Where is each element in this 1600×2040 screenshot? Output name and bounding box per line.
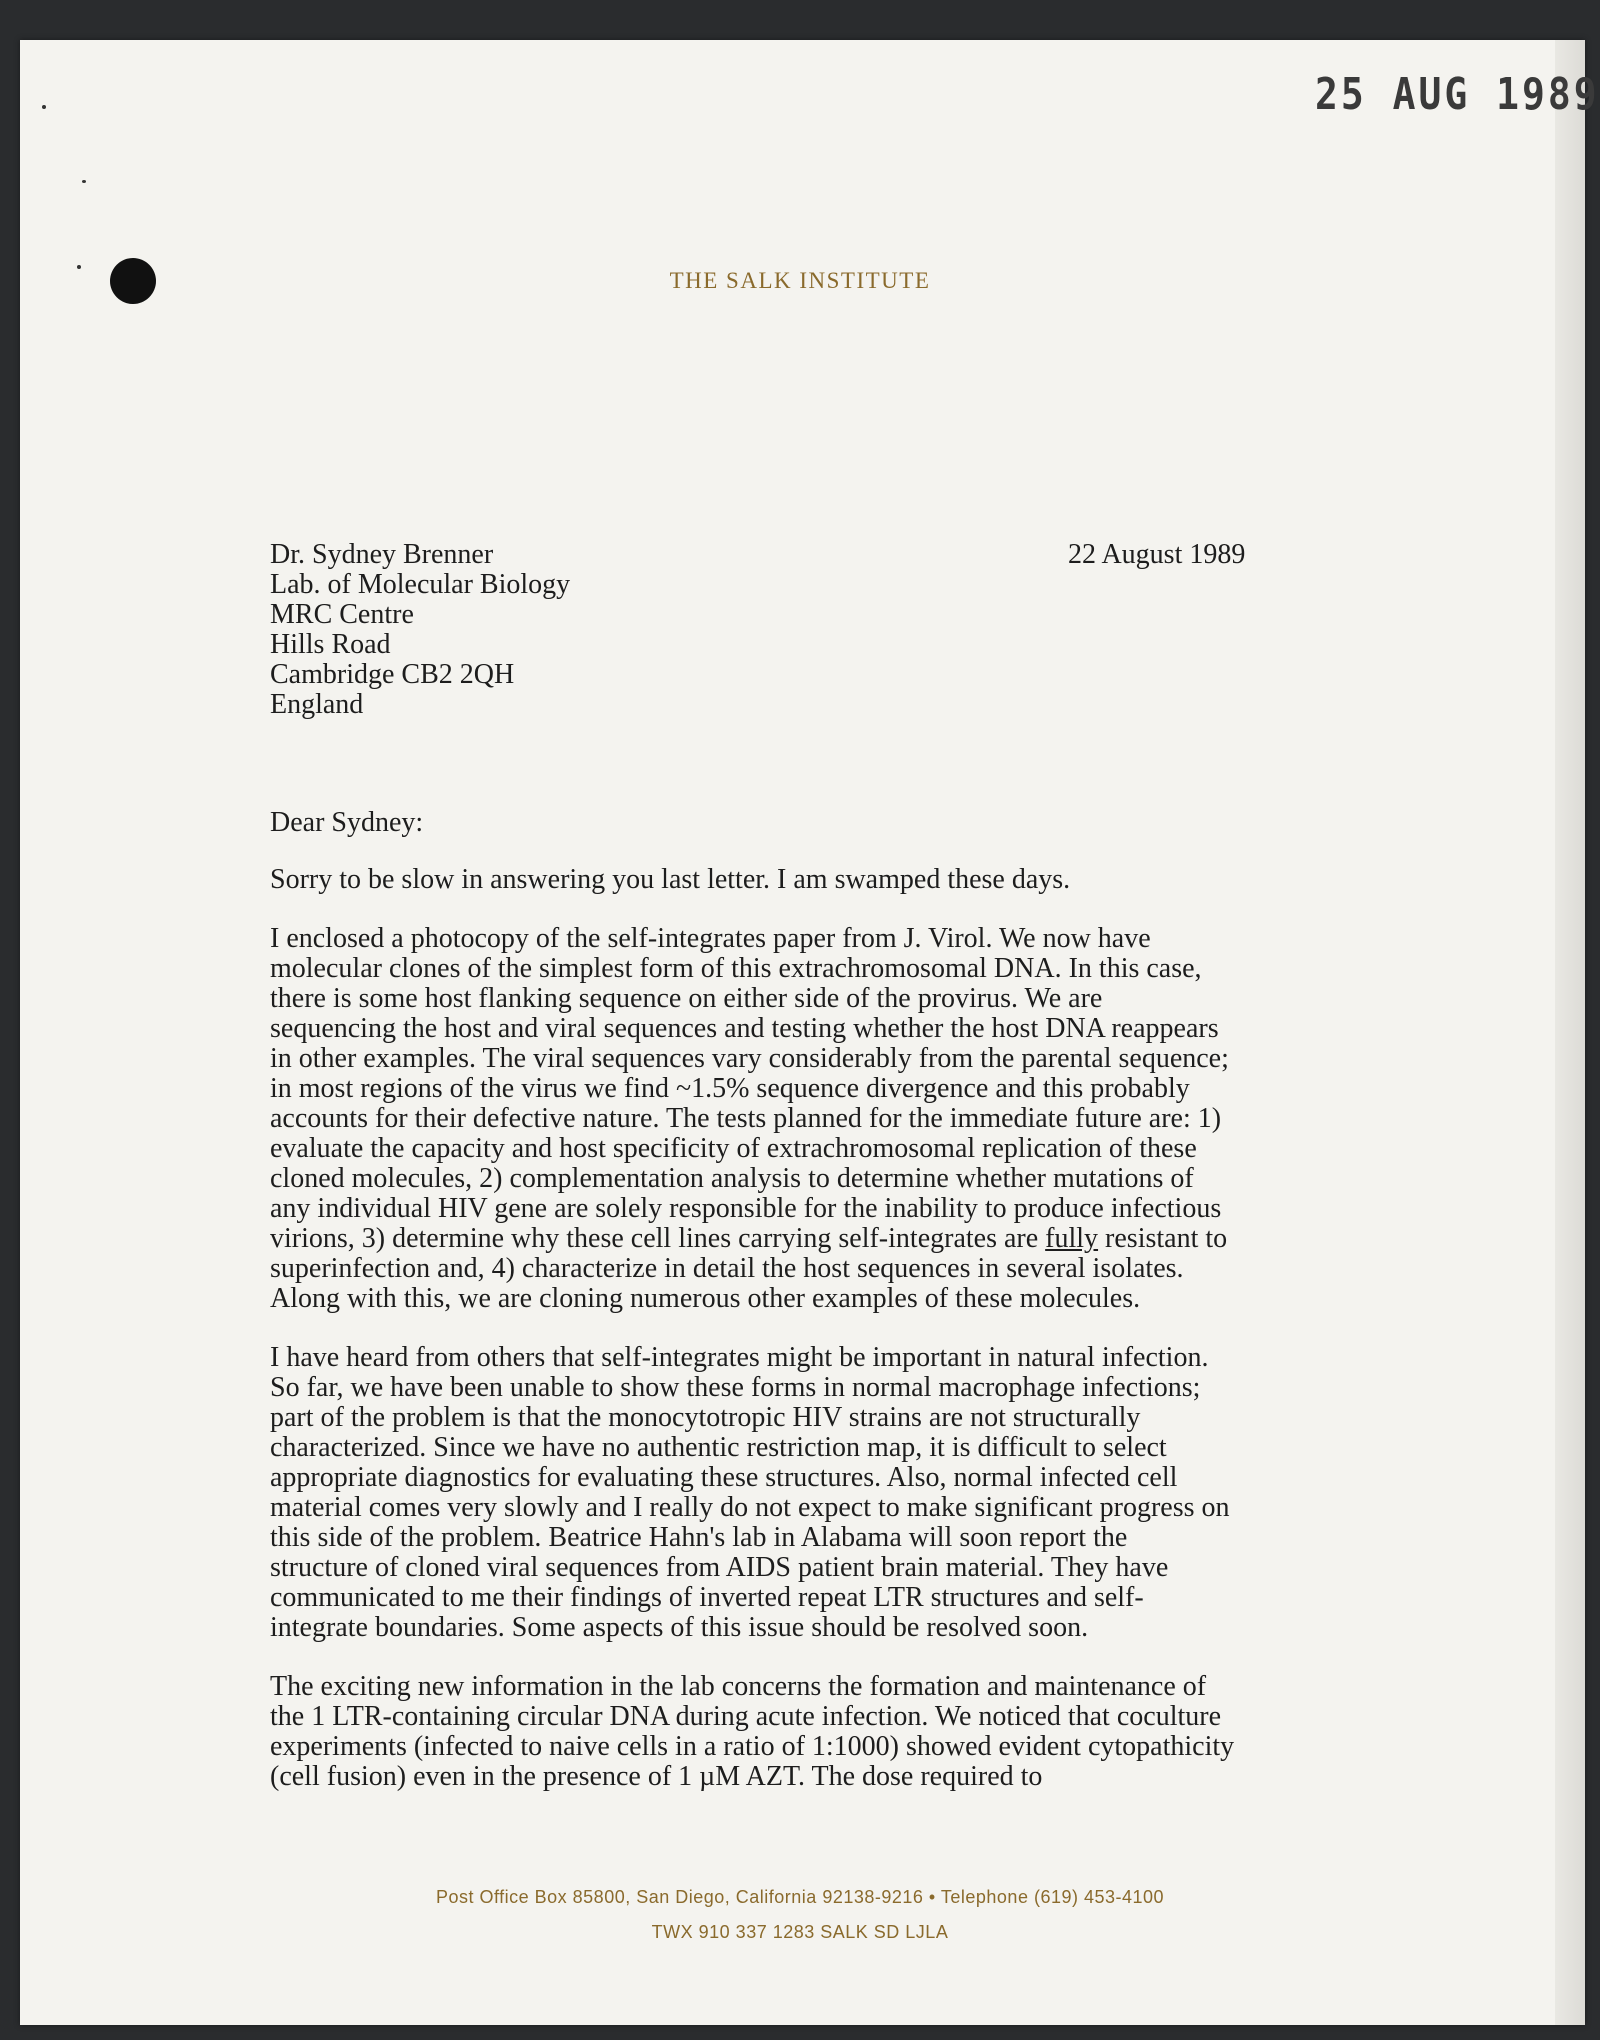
address-line: Lab. of Molecular Biology	[270, 569, 571, 600]
text-line: (cell fusion) even in the presence of 1 µM AZT. The dose required to	[270, 1761, 1043, 1792]
text-line: appropriate diagnostics for evaluating these structures. Also, normal infected cell	[270, 1462, 1178, 1493]
text-line: there is some host flanking sequence on either side of the provirus. We are	[270, 983, 1103, 1014]
text-line: Along with this, we are cloning numerous other examples of these molecules.	[270, 1283, 1141, 1314]
received-date-stamp: 25 AUG 1989	[1315, 68, 1600, 120]
text-line: The exciting new information in the lab concerns the formation and maintenance of	[270, 1671, 1207, 1702]
text-line: I have heard from others that self-integrates might be important in natural infection.	[270, 1342, 1209, 1373]
text-line: in other examples. The viral sequences vary considerably from the parental sequence;	[270, 1043, 1229, 1074]
text-line: So far, we have been unable to show these forms in normal macrophage infections;	[270, 1372, 1201, 1403]
paragraph-1	[270, 924, 1280, 1314]
text-line: material comes very slowly and I really do not expect to make significant progress on	[270, 1492, 1230, 1523]
footer-telex: TWX 910 337 1283 SALK SD LJLA	[651, 1922, 949, 1942]
paper-speck	[82, 180, 86, 183]
opening-sentence: Sorry to be slow in answering you last letter. I am swamped these days.	[270, 864, 1071, 895]
address-line: Cambridge CB2 2QH	[270, 659, 515, 690]
text-line: any individual HIV gene are solely responsible for the inability to produce infectious	[270, 1193, 1222, 1224]
address-line: Hills Road	[270, 629, 391, 660]
text-segment: resistant to	[1098, 1223, 1228, 1254]
paragraph-2	[270, 1343, 1280, 1643]
address-line: MRC Centre	[270, 599, 414, 630]
text-line	[270, 1224, 1280, 1254]
text-line: superinfection and, 4) characterize in detail the host sequences in several isolates.	[270, 1253, 1184, 1284]
address-line: Dr. Sydney Brenner	[270, 539, 494, 570]
text-line: the 1 LTR-containing circular DNA during acute infection. We noticed that coculture	[270, 1701, 1222, 1732]
text-line: I enclosed a photocopy of the self-integrates paper from J. Virol. We now have	[270, 923, 1151, 954]
address-line: England	[270, 689, 364, 720]
page-edge	[1555, 40, 1585, 2025]
letterhead-title: THE SALK INSTITUTE	[669, 268, 931, 293]
text-line: part of the problem is that the monocytotropic HIV strains are not structurally	[270, 1402, 1141, 1433]
recipient-address	[270, 540, 570, 720]
text-line: accounts for their defective nature. The tests planned for the immediate future are: 1)	[270, 1103, 1222, 1134]
text-line: in most regions of the virus we find ~1.5% sequence divergence and this probably	[270, 1073, 1190, 1104]
text-line: characterized. Since we have no authentic restriction map, it is difficult to select	[270, 1432, 1167, 1463]
text-line: molecular clones of the simplest form of this extrachromosomal DNA. In this case,	[270, 953, 1202, 984]
paragraph-3	[270, 1672, 1280, 1792]
footer-address: Post Office Box 85800, San Diego, California 92138-9216 • Telephone (619) 453-4100	[435, 1887, 1165, 1907]
greeting: Dear Sydney:	[270, 807, 424, 838]
text-line: sequencing the host and viral sequences and testing whether the host DNA reappears	[270, 1013, 1219, 1044]
text-line: integrate boundaries. Some aspects of this issue should be resolved soon.	[270, 1612, 1089, 1643]
text-line: cloned molecules, 2) complementation analysis to determine whether mutations of	[270, 1163, 1194, 1194]
underlined-word: fully	[1045, 1223, 1099, 1254]
text-line: structure of cloned viral sequences from AIDS patient brain material. They have	[270, 1552, 1169, 1583]
paper-speck	[42, 105, 46, 109]
text-line: evaluate the capacity and host specificity of extrachromosomal replication of these	[270, 1133, 1197, 1164]
letter-body	[270, 808, 1280, 1821]
text-segment: virions, 3) determine why these cell lines carrying self-integrates are	[270, 1223, 1046, 1254]
text-line: experiments (infected to naive cells in a ratio of 1:1000) showed evident cytopathicity	[270, 1731, 1235, 1762]
letter-date: 22 August 1989	[1068, 539, 1246, 570]
text-line: communicated to me their findings of inverted repeat LTR structures and self-	[270, 1582, 1144, 1613]
text-line: this side of the problem. Beatrice Hahn's lab in Alabama will soon report the	[270, 1522, 1128, 1553]
